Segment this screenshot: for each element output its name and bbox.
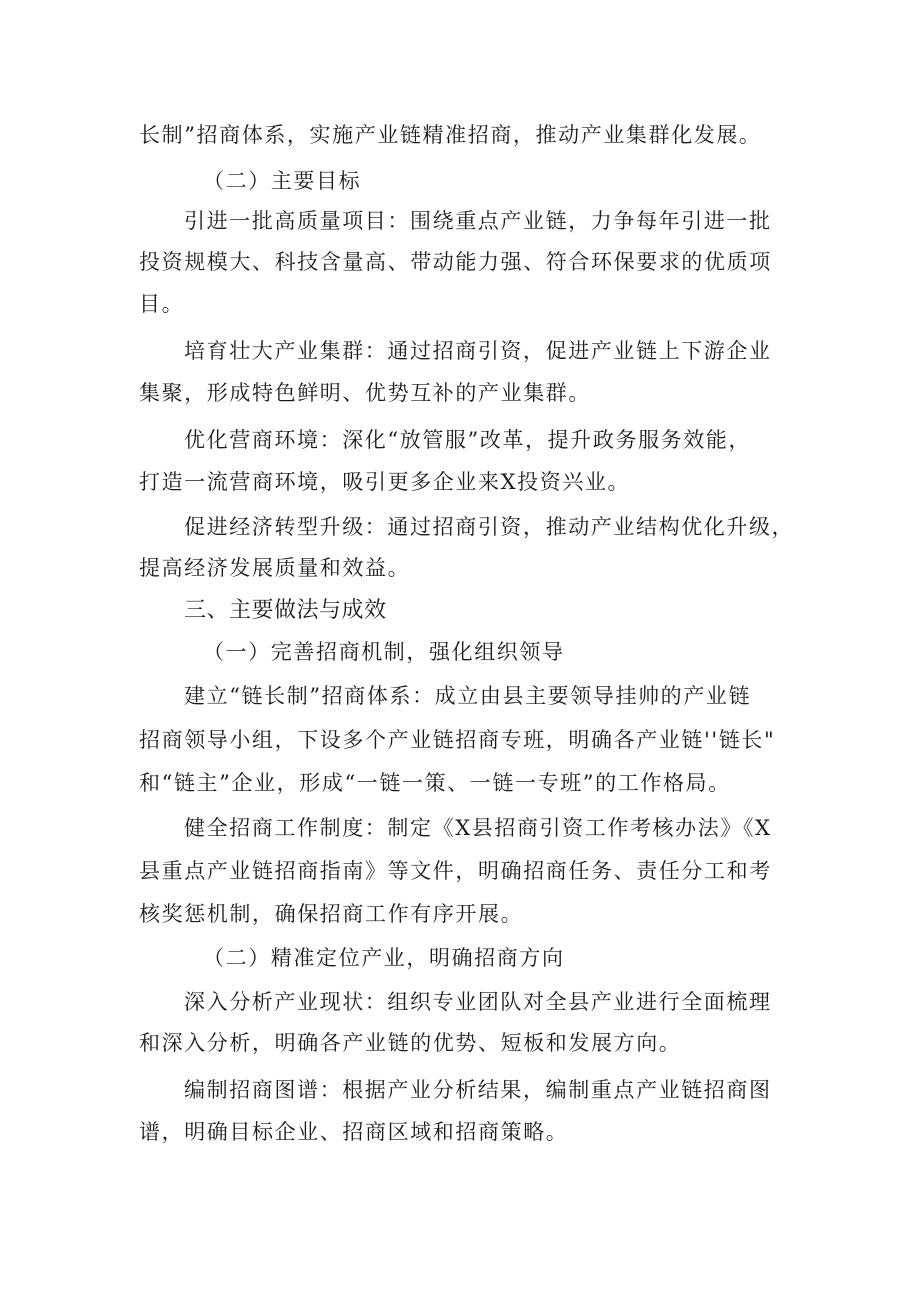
paragraph-line: 招商领导小组，下设多个产业链招商专班，明确各产业链''链长" — [139, 728, 776, 752]
paragraph-line: 健全招商工作制度：制定《X县招商引资工作考核办法》《X — [184, 816, 772, 840]
paragraph-line: 集聚，形成特色鲜明、优势互补的产业集群。 — [139, 381, 591, 405]
paragraph-line: 促进经济转型升级：通过招商引资，推动产业结构优化升级， — [184, 515, 795, 539]
paragraph-line: 县重点产业链招商指南》等文件，明确招商任务、责任分工和考 — [139, 859, 772, 883]
subheading-mechanism: （一）完善招商机制，强化组织领导 — [203, 640, 565, 664]
paragraph-line: 核奖惩机制，确保招商工作有序开展。 — [139, 902, 524, 926]
paragraph-line: 和深入分析，明确各产业链的优势、短板和发展方向。 — [139, 1031, 682, 1055]
paragraph-line: 目。 — [139, 292, 185, 316]
subheading-main-goals: （二）主要目标 — [203, 169, 362, 193]
subheading-industry-positioning: （二）精准定位产业，明确招商方向 — [203, 946, 565, 970]
paragraph-line: 提高经济发展质量和效益。 — [139, 556, 411, 580]
paragraph-line: 谱，明确目标企业、招商区域和招商策略。 — [139, 1120, 569, 1144]
paragraph-line: 编制招商图谱：根据产业分析结果，编制重点产业链招商图 — [184, 1078, 772, 1102]
paragraph-line: 优化营商环境：深化“放管服”改革，提升政务服务效能， — [184, 428, 752, 452]
paragraph-line: 打造一流营商环境，吸引更多企业来X投资兴业。 — [139, 470, 631, 494]
paragraph-line: 投资规模大、科技含量高、带动能力强、符合环保要求的优质项 — [139, 250, 772, 274]
paragraph-continuation-line: 长制”招商体系，实施产业链精准招商，推动产业集群化发展。 — [139, 123, 762, 147]
section-heading-main-practices: 三、主要做法与成效 — [184, 598, 387, 623]
paragraph-line: 深入分析产业现状：组织专业团队对全县产业进行全面梳理 — [184, 990, 772, 1014]
paragraph-line: 建立“链长制”招商体系：成立由县主要领导挂帅的产业链 — [184, 684, 752, 708]
paragraph-line: 和“链主”企业，形成“一链一策、一链一专班”的工作格局。 — [139, 771, 731, 795]
paragraph-line: 引进一批高质量项目：围绕重点产业链，力争每年引进一批 — [184, 209, 772, 233]
paragraph-line: 培育壮大产业集群：通过招商引资，促进产业链上下游企业 — [184, 339, 772, 363]
